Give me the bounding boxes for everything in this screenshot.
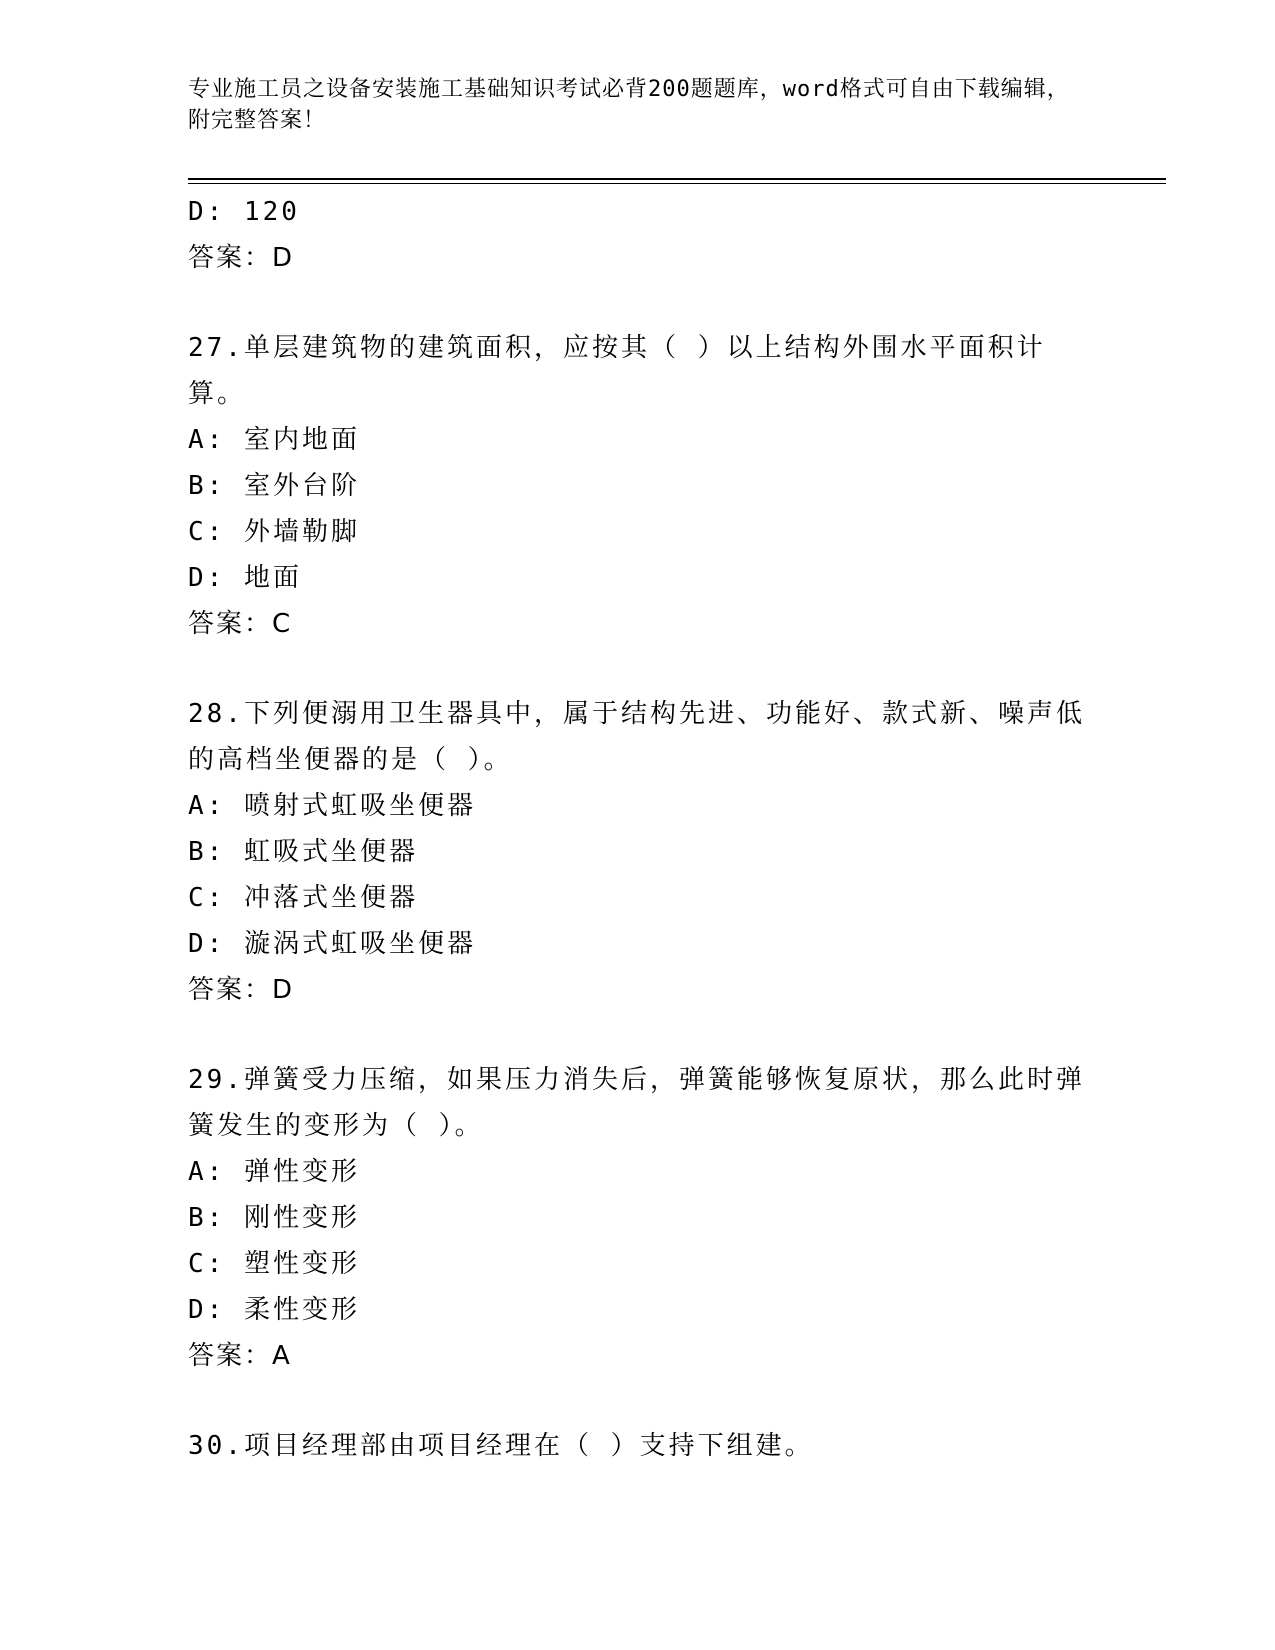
spacer [188, 281, 1088, 325]
option-a: A: 弹性变形 [188, 1157, 360, 1187]
question-30 [188, 1423, 1088, 1469]
option-d: D: 柔性变形 [188, 1295, 360, 1325]
option-a: A: 喷射式虹吸坐便器 [188, 791, 476, 821]
question-27 [188, 325, 1088, 647]
header-divider-thick [188, 178, 1166, 180]
question-28 [188, 691, 1088, 1013]
spacer [188, 647, 1088, 691]
question-text: 30.项目经理部由项目经理在（ ）支持下组建。 [188, 1431, 814, 1461]
option-c: C: 塑性变形 [188, 1249, 360, 1279]
option-c: C: 外墙勒脚 [188, 517, 360, 547]
answer: 答案：D [188, 975, 295, 1005]
header-title: 专业施工员之设备安装施工基础知识考试必背200题题库，word格式可自由下载编辑，附完整答案！ [188, 77, 1070, 133]
option-d: D: 地面 [188, 563, 302, 593]
option-a: A: 室内地面 [188, 425, 360, 455]
option-d: D: 漩涡式虹吸坐便器 [188, 929, 476, 959]
prev-option-d: D: 120 [188, 197, 300, 227]
answer: 答案：A [188, 1341, 292, 1371]
question-text: 28.下列便溺用卫生器具中，属于结构先进、功能好、款式新、噪声低的高档坐便器的是（ ）。 [188, 699, 1085, 775]
option-b: B: 室外台阶 [188, 471, 360, 501]
spacer [188, 1379, 1088, 1423]
spacer [188, 1013, 1088, 1057]
question-list [188, 189, 1088, 1469]
option-b: B: 刚性变形 [188, 1203, 360, 1233]
answer: 答案：C [188, 609, 293, 639]
question-29 [188, 1057, 1088, 1379]
document-header [188, 74, 1088, 136]
question-text: 27.单层建筑物的建筑面积，应按其（ ）以上结构外围水平面积计算。 [188, 333, 1046, 409]
prev-answer: 答案：D [188, 243, 295, 273]
header-divider-thin [188, 183, 1166, 184]
option-b: B: 虹吸式坐便器 [188, 837, 418, 867]
question-text: 29.弹簧受力压缩，如果压力消失后，弹簧能够恢复原状，那么此时弹簧发生的变形为（ ）。 [188, 1065, 1085, 1141]
option-c: C: 冲落式坐便器 [188, 883, 418, 913]
